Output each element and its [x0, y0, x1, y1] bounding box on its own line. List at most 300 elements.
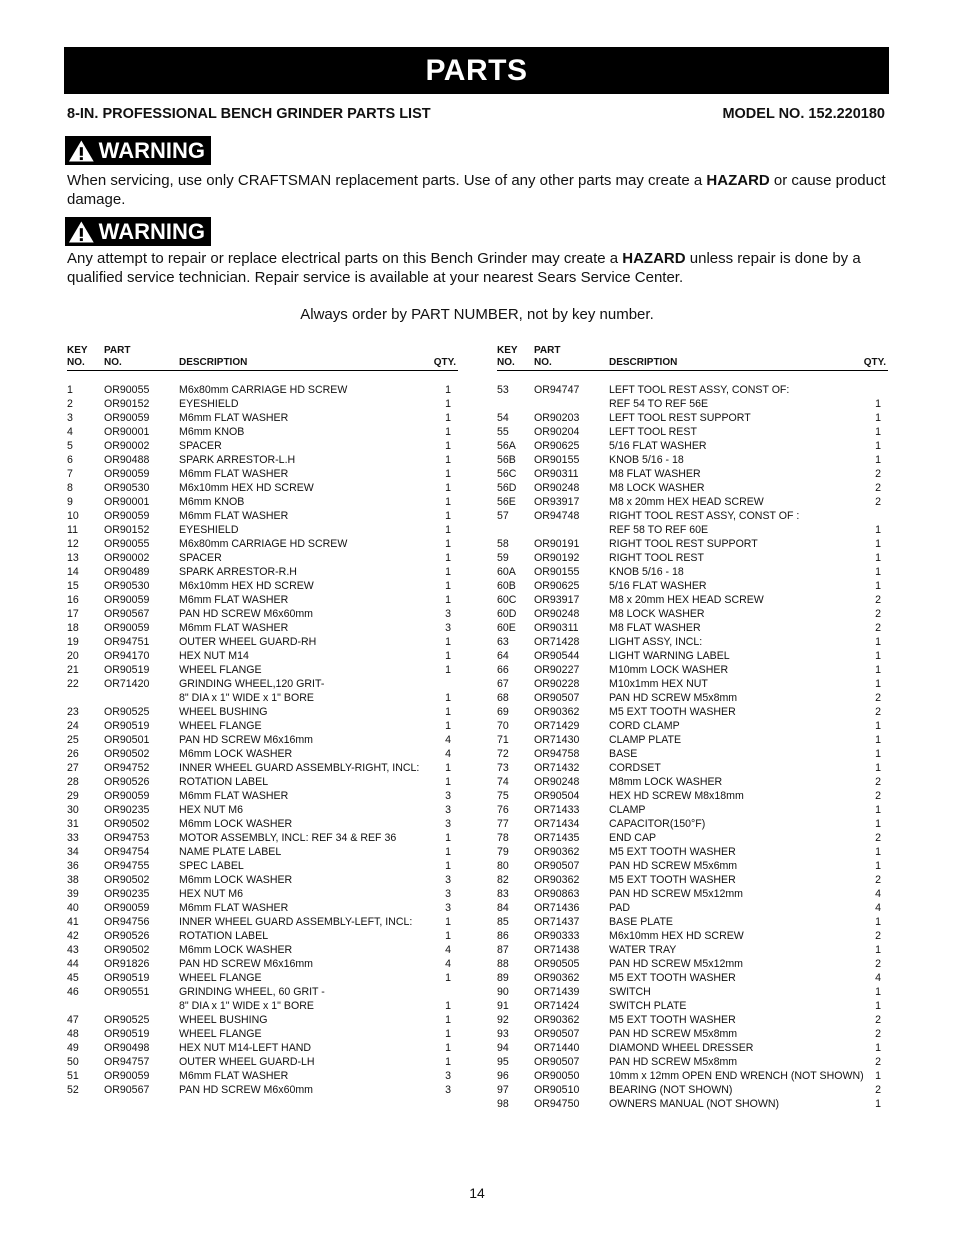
part-number: OR90525: [104, 706, 150, 718]
part-number: OR90498: [104, 1042, 150, 1054]
description-line: M6mm FLAT WASHER: [179, 468, 289, 480]
part-number: OR90227: [534, 664, 580, 676]
quantity: 2: [875, 958, 881, 970]
key-number: 4: [67, 426, 73, 438]
quantity: 3: [445, 790, 451, 802]
key-header: KEY: [67, 345, 88, 356]
part-header: PART: [104, 345, 131, 356]
part-description: [609, 383, 789, 411]
part-number: OR90501: [104, 734, 150, 746]
order-note: Always order by PART NUMBER, not by key number.: [300, 306, 654, 323]
table-row: [497, 985, 888, 999]
table-row: [497, 607, 888, 621]
part-number: OR90059: [104, 1070, 150, 1082]
part-number: OR90059: [104, 594, 150, 606]
table-row: [497, 719, 888, 733]
table-row: [497, 677, 888, 691]
table-row: [67, 677, 458, 705]
description-line: M6mm FLAT WASHER: [179, 622, 289, 634]
quantity: 4: [445, 958, 451, 970]
table-row: [67, 1041, 458, 1055]
part-number: OR90519: [104, 664, 150, 676]
description-line: M6mm LOCK WASHER: [179, 748, 293, 760]
quantity: 1: [445, 1056, 451, 1068]
key-number: 33: [67, 832, 79, 844]
part-header: NO.: [104, 357, 122, 368]
key-number: 67: [497, 678, 509, 690]
description-line: CLAMP PLATE: [609, 734, 682, 746]
table-row: [497, 915, 888, 929]
quantity: 1: [875, 748, 881, 760]
warning-badge: [65, 136, 211, 165]
part-number: OR90235: [104, 888, 150, 900]
quantity: 1: [875, 1042, 881, 1054]
quantity: 1: [445, 426, 451, 438]
key-number: 46: [67, 986, 79, 998]
parts-table-right: [497, 345, 888, 1111]
part-number: OR71429: [534, 720, 580, 732]
quantity: 3: [445, 902, 451, 914]
table-row: [67, 733, 458, 747]
part-number: OR90155: [534, 566, 580, 578]
description-line: CORD CLAMP: [609, 720, 680, 732]
part-number: OR94756: [104, 916, 150, 928]
description-line: PAN HD SCREW M5x8mm: [609, 692, 738, 704]
table-row: [67, 481, 458, 495]
quantity: 1: [445, 538, 451, 550]
part-number: OR90055: [104, 384, 150, 396]
table-row: [67, 845, 458, 859]
part-number: OR71438: [534, 944, 580, 956]
part-number: OR90002: [104, 440, 150, 452]
table-body: [67, 371, 458, 1097]
part-number: OR90362: [534, 1014, 580, 1026]
key-number: 72: [497, 748, 509, 760]
table-row: [67, 775, 458, 789]
part-number: OR90203: [534, 412, 580, 424]
warning-text-1: When servicing, use only CRAFTSMAN replacement parts. Use of any other parts may create a HAZARD or cause product damage.: [67, 172, 886, 208]
key-number: 85: [497, 916, 509, 928]
quantity: 1: [445, 580, 451, 592]
part-number: OR93917: [534, 496, 580, 508]
key-number: 34: [67, 846, 79, 858]
quantity: 3: [445, 1084, 451, 1096]
quantity: 4: [875, 972, 881, 984]
table-row: [67, 607, 458, 621]
quantity: 1: [445, 482, 451, 494]
key-number: 36: [67, 860, 79, 872]
key-number: 56A: [497, 440, 516, 452]
description-line: OUTER WHEEL GUARD-LH: [179, 1056, 315, 1068]
part-number: OR90526: [104, 776, 150, 788]
part-number: OR90059: [104, 468, 150, 480]
part-number: OR94754: [104, 846, 150, 858]
description-line: M6mm FLAT WASHER: [179, 1070, 289, 1082]
description-line: M6mm LOCK WASHER: [179, 944, 293, 956]
part-number: OR71433: [534, 804, 580, 816]
part-number: OR94170: [104, 650, 150, 662]
part-number: OR90059: [104, 902, 150, 914]
part-number: OR90525: [104, 1014, 150, 1026]
quantity: 4: [445, 944, 451, 956]
description-line: PAN HD SCREW M5x12mm: [609, 958, 744, 970]
table-row: [497, 859, 888, 873]
part-number: OR90507: [534, 1028, 580, 1040]
description-line: BASE PLATE: [609, 916, 673, 928]
key-number: 89: [497, 972, 509, 984]
table-row: [497, 565, 888, 579]
quantity: 1: [445, 860, 451, 872]
table-row: [497, 495, 888, 509]
key-number: 2: [67, 398, 73, 410]
warning-triangle-icon: [68, 139, 95, 163]
quantity: 1: [445, 692, 451, 704]
model-number: MODEL NO. 152.220180: [722, 106, 885, 122]
description-header: DESCRIPTION: [609, 357, 678, 368]
part-number: OR90152: [104, 398, 150, 410]
table-row: [67, 439, 458, 453]
description-line: M6mm FLAT WASHER: [179, 902, 289, 914]
description-line: M8 FLAT WASHER: [609, 468, 701, 480]
description-line: MOTOR ASSEMBLY, INCL: REF 34 & REF 36: [179, 832, 397, 844]
table-row: [497, 943, 888, 957]
part-number: OR90502: [104, 818, 150, 830]
description-line: M6mm FLAT WASHER: [179, 510, 289, 522]
table-row: [497, 705, 888, 719]
quantity: 1: [875, 636, 881, 648]
table-row: [497, 901, 888, 915]
description-line: PAN HD SCREW M5x8mm: [609, 1056, 738, 1068]
part-number: OR94750: [534, 1098, 580, 1110]
quantity: 2: [875, 482, 881, 494]
key-number: 63: [497, 636, 509, 648]
quantity: 1: [445, 468, 451, 480]
key-number: 88: [497, 958, 509, 970]
part-number: OR71430: [534, 734, 580, 746]
description-line: WHEEL BUSHING: [179, 706, 268, 718]
key-header: NO.: [67, 357, 85, 368]
qty-header: QTY.: [433, 357, 456, 368]
table-row: [67, 817, 458, 831]
quantity: 1: [875, 552, 881, 564]
part-number: OR94752: [104, 762, 150, 774]
quantity: 2: [875, 832, 881, 844]
quantity: 1: [445, 1000, 451, 1012]
key-number: 97: [497, 1084, 509, 1096]
key-number: 50: [67, 1056, 79, 1068]
key-number: 20: [67, 650, 79, 662]
table-row: [67, 831, 458, 845]
description-line: HEX NUT M14-LEFT HAND: [179, 1042, 312, 1054]
part-number: OR90191: [534, 538, 580, 550]
part-number: OR90507: [534, 860, 580, 872]
quantity: 1: [445, 384, 451, 396]
key-number: 44: [67, 958, 79, 970]
quantity: 1: [875, 566, 881, 578]
quantity: 2: [875, 1056, 881, 1068]
table-row: [67, 873, 458, 887]
part-header: NO.: [534, 357, 552, 368]
description-line: M8 x 20mm HEX HEAD SCREW: [609, 496, 764, 508]
table-row: [67, 971, 458, 985]
key-number: 6: [67, 454, 73, 466]
quantity: 1: [875, 650, 881, 662]
table-row: [497, 1055, 888, 1069]
table-row: [497, 593, 888, 607]
description-line: LEFT TOOL REST: [609, 426, 697, 438]
quantity: 4: [445, 734, 451, 746]
table-row: [497, 971, 888, 985]
key-number: 7: [67, 468, 73, 480]
description-line: M8mm LOCK WASHER: [609, 776, 723, 788]
quantity: 4: [875, 902, 881, 914]
part-number: OR90505: [534, 958, 580, 970]
key-number: 21: [67, 664, 79, 676]
table-row: [497, 1083, 888, 1097]
description-line: WHEEL BUSHING: [179, 1014, 268, 1026]
warning-text-2: Any attempt to repair or replace electrical parts on this Bench Grinder may create a HAZARD unless repair is done by a qualified service technician. Repair service is available at your nearest Sears Service Center.: [67, 250, 861, 286]
description-line: WHEEL FLANGE: [179, 720, 262, 732]
key-number: 73: [497, 762, 509, 774]
table-row: [497, 635, 888, 649]
part-number: OR90530: [104, 580, 150, 592]
description-line: PAN HD SCREW M6x16mm: [179, 958, 314, 970]
table-row: [67, 985, 458, 1013]
key-number: 23: [67, 706, 79, 718]
part-number: OR90059: [104, 622, 150, 634]
key-header: KEY: [497, 345, 518, 356]
table-row: [497, 663, 888, 677]
key-number: 8: [67, 482, 73, 494]
description-line: M5 EXT TOOTH WASHER: [609, 1014, 736, 1026]
key-number: 17: [67, 608, 79, 620]
key-number: 96: [497, 1070, 509, 1082]
quantity: 2: [875, 622, 881, 634]
table-row: [497, 1013, 888, 1027]
part-number: OR91826: [104, 958, 150, 970]
part-number: OR90152: [104, 524, 150, 536]
quantity: 1: [445, 440, 451, 452]
table-row: [67, 383, 458, 397]
part-number: OR90504: [534, 790, 580, 802]
part-number: OR90526: [104, 930, 150, 942]
description-line: PAN HD SCREW M5x12mm: [609, 888, 744, 900]
description-line: PAN HD SCREW M6x60mm: [179, 608, 314, 620]
description-line: M5 EXT TOOTH WASHER: [609, 874, 736, 886]
key-number: 64: [497, 650, 509, 662]
part-number: OR90248: [534, 482, 580, 494]
key-number: 58: [497, 538, 509, 550]
quantity: 1: [875, 944, 881, 956]
description-line: GRINDING WHEEL, 60 GRIT -: [179, 986, 325, 998]
part-number: OR94755: [104, 860, 150, 872]
description-line: M6x10mm HEX HD SCREW: [179, 580, 314, 592]
part-number: OR94753: [104, 832, 150, 844]
part-number: OR90192: [534, 552, 580, 564]
key-number: 18: [67, 622, 79, 634]
table-row: [67, 789, 458, 803]
page-number: 14: [469, 1185, 485, 1201]
table-row: [497, 761, 888, 775]
quantity: 4: [445, 748, 451, 760]
part-number: OR71434: [534, 818, 580, 830]
table-row: [67, 523, 458, 537]
table-row: [497, 509, 888, 537]
description-line: CLAMP: [609, 804, 646, 816]
description-line: M5 EXT TOOTH WASHER: [609, 706, 736, 718]
description-line: M10mm LOCK WASHER: [609, 664, 729, 676]
description-line: BEARING (NOT SHOWN): [609, 1084, 733, 1096]
table-row: [497, 733, 888, 747]
part-number: OR90362: [534, 706, 580, 718]
quantity: 1: [875, 538, 881, 550]
part-number: OR71424: [534, 1000, 580, 1012]
quantity: 1: [445, 1042, 451, 1054]
part-number: OR90510: [534, 1084, 580, 1096]
key-number: 1: [67, 384, 73, 396]
part-header: PART: [534, 345, 561, 356]
table-row: [497, 439, 888, 453]
description-line: RIGHT TOOL REST ASSY, CONST OF :: [609, 510, 800, 522]
part-number: OR90567: [104, 608, 150, 620]
description-line: SWITCH: [609, 986, 651, 998]
description-line: DIAMOND WHEEL DRESSER: [609, 1042, 754, 1054]
key-number: 54: [497, 412, 509, 424]
table-row: [67, 621, 458, 635]
quantity: 1: [875, 860, 881, 872]
table-row: [67, 859, 458, 873]
part-number: OR90001: [104, 426, 150, 438]
quantity: 1: [445, 776, 451, 788]
description-line: M6mm KNOB: [179, 426, 245, 438]
warning-badge: [65, 217, 211, 246]
quantity: 1: [875, 916, 881, 928]
table-row: [497, 1097, 888, 1111]
quantity: 3: [445, 874, 451, 886]
table-row: [497, 929, 888, 943]
quantity: 2: [875, 776, 881, 788]
key-number: 3: [67, 412, 73, 424]
key-number: 79: [497, 846, 509, 858]
key-number: 38: [67, 874, 79, 886]
description-line: WHEEL FLANGE: [179, 972, 262, 984]
key-number: 47: [67, 1014, 79, 1026]
part-number: OR90002: [104, 552, 150, 564]
key-number: 74: [497, 776, 509, 788]
part-number: OR90507: [534, 692, 580, 704]
table-row: [67, 397, 458, 411]
part-number: OR90155: [534, 454, 580, 466]
description-line: 8" DIA x 1" WIDE x 1" BORE: [179, 1000, 314, 1012]
key-number: 43: [67, 944, 79, 956]
key-number: 31: [67, 818, 79, 830]
description-line: M8 LOCK WASHER: [609, 482, 705, 494]
key-number: 26: [67, 748, 79, 760]
description-line: HEX NUT M6: [179, 804, 243, 816]
table-row: [67, 1069, 458, 1083]
part-number: OR90551: [104, 986, 150, 998]
part-number: OR71432: [534, 762, 580, 774]
description-line: M6x80mm CARRIAGE HD SCREW: [179, 384, 348, 396]
quantity: 1: [875, 426, 881, 438]
table-row: [497, 453, 888, 467]
quantity: 4: [875, 888, 881, 900]
table-row: [497, 481, 888, 495]
key-number: 98: [497, 1098, 509, 1110]
description-line: M8 x 20mm HEX HEAD SCREW: [609, 594, 764, 606]
part-description: [609, 509, 799, 537]
table-row: [67, 803, 458, 817]
quantity: 2: [875, 874, 881, 886]
quantity: 1: [445, 524, 451, 536]
description-line: M6x80mm CARRIAGE HD SCREW: [179, 538, 348, 550]
key-number: 71: [497, 734, 509, 746]
key-number: 83: [497, 888, 509, 900]
description-line: 8" DIA x 1" WIDE x 1" BORE: [179, 692, 314, 704]
part-number: OR90567: [104, 1084, 150, 1096]
hazard-emphasis: HAZARD: [622, 250, 686, 267]
quantity: 1: [875, 440, 881, 452]
table-row: [67, 1013, 458, 1027]
quantity: 1: [875, 1070, 881, 1082]
part-number: OR90248: [534, 776, 580, 788]
quantity: 3: [445, 608, 451, 620]
key-number: 57: [497, 510, 509, 522]
part-description: [179, 985, 325, 1013]
quantity: 1: [875, 804, 881, 816]
part-number: OR94751: [104, 636, 150, 648]
description-line: BASE: [609, 748, 638, 760]
table-row: [67, 929, 458, 943]
table-row: [67, 635, 458, 649]
table-row: [497, 411, 888, 425]
key-number: 60E: [497, 622, 516, 634]
description-line: RIGHT TOOL REST: [609, 552, 704, 564]
key-header: NO.: [497, 357, 515, 368]
part-number: OR90362: [534, 846, 580, 858]
key-number: 56E: [497, 496, 516, 508]
key-number: 77: [497, 818, 509, 830]
description-line: END CAP: [609, 832, 657, 844]
key-number: 30: [67, 804, 79, 816]
key-number: 40: [67, 902, 79, 914]
table-row: [67, 579, 458, 593]
description-line: M8 LOCK WASHER: [609, 608, 705, 620]
quantity: 1: [445, 930, 451, 942]
key-number: 11: [67, 524, 78, 536]
description-line: M6mm LOCK WASHER: [179, 818, 293, 830]
part-number: OR90362: [534, 874, 580, 886]
part-number: OR90530: [104, 482, 150, 494]
key-number: 45: [67, 972, 79, 984]
part-number: OR90362: [534, 972, 580, 984]
table-row: [497, 803, 888, 817]
quantity: 1: [875, 846, 881, 858]
table-row: [497, 649, 888, 663]
table-row: [67, 887, 458, 901]
table-row: [67, 453, 458, 467]
description-line: REF 58 TO REF 60E: [609, 524, 709, 536]
table-row: [67, 943, 458, 957]
quantity: 1: [875, 580, 881, 592]
description-line: REF 54 TO REF 56E: [609, 398, 709, 410]
warning-triangle-icon: [68, 220, 95, 244]
quantity: 1: [445, 398, 451, 410]
quantity: 2: [875, 1014, 881, 1026]
quantity: 1: [445, 916, 451, 928]
quantity: 1: [875, 762, 881, 774]
key-number: 9: [67, 496, 73, 508]
